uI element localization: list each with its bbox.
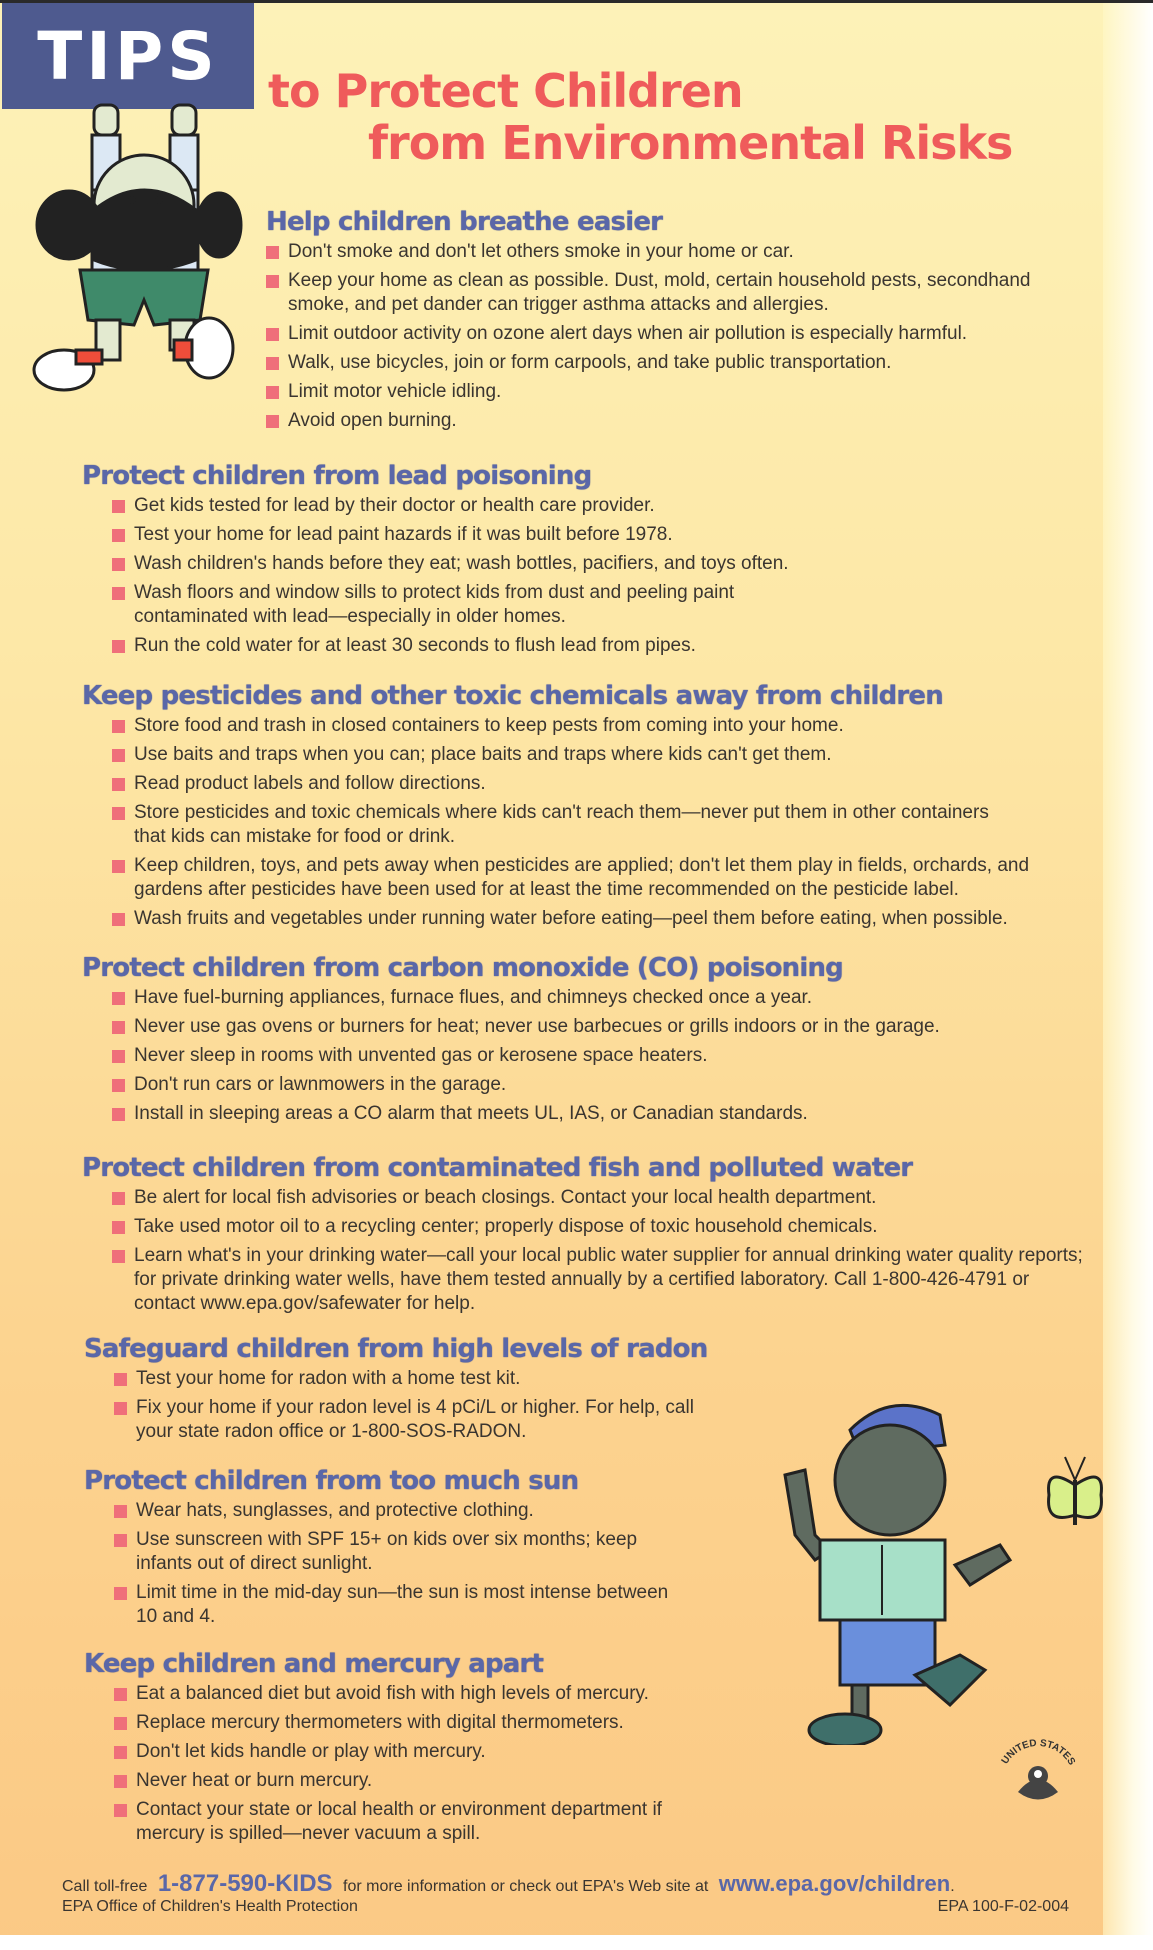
bullet-icon <box>112 860 125 873</box>
tip-list <box>266 240 1066 433</box>
tip-item: Don't run cars or lawnmowers in the garage. <box>112 1073 1082 1097</box>
bullet-icon <box>112 778 125 791</box>
bullet-icon <box>266 415 279 428</box>
section-heading: Protect children from lead poisoning <box>82 461 592 491</box>
page-title-line2: from Environmental Risks <box>368 116 1013 170</box>
tip-item: Never heat or burn mercury. <box>114 1769 784 1793</box>
section-mercury <box>84 1648 784 1851</box>
footer-office: EPA Office of Children's Health Protection <box>62 1898 358 1915</box>
tip-item: Be alert for local fish advisories or beach closings. Contact your local health department. <box>112 1186 1082 1210</box>
tip-item: Contact your state or local health or environment department if mercury is spilled—never vacuum a spill. <box>114 1798 676 1846</box>
tip-item: Limit motor vehicle idling. <box>266 380 1066 404</box>
section-heading: Keep pesticides and other toxic chemicals away from children <box>82 681 943 711</box>
section-breathe <box>266 206 1066 438</box>
bullet-icon <box>266 275 279 288</box>
bullet-icon <box>114 1587 127 1600</box>
tip-item: Store food and trash in closed containers to keep pests from coming into your home. <box>112 714 1082 738</box>
bullet-icon <box>112 1221 125 1234</box>
tip-list <box>114 1682 784 1846</box>
bullet-icon <box>112 720 125 733</box>
bullet-icon <box>266 357 279 370</box>
bullet-icon <box>114 1688 127 1701</box>
bullet-icon <box>112 992 125 1005</box>
page-edge <box>1103 0 1153 1950</box>
page-title-line1: to Protect Children <box>268 64 743 118</box>
document-code: EPA 100-F-02-004 <box>937 1898 1069 1915</box>
tip-item: Replace mercury thermometers with digital thermometers. <box>114 1711 784 1735</box>
bullet-icon <box>112 558 125 571</box>
bullet-icon <box>114 1402 127 1415</box>
tip-item: Wash children's hands before they eat; wash bottles, pacifiers, and toys often. <box>112 552 862 576</box>
bullet-icon <box>114 1505 127 1518</box>
bullet-icon <box>112 1050 125 1063</box>
bullet-icon <box>112 1108 125 1121</box>
bullet-icon <box>112 913 125 926</box>
tip-item: Walk, use bicycles, join or form carpools, and take public transportation. <box>266 351 1066 375</box>
tip-item: Limit outdoor activity on ozone alert days when air pollution is especially harmful. <box>266 322 1066 346</box>
tip-item: Keep your home as clean as possible. Dust, mold, certain household pests, secondhand smoke, and pet dander can trigger asthma attacks and allergies. <box>266 269 1066 317</box>
tip-item: Avoid open burning. <box>266 409 1066 433</box>
bullet-icon <box>112 587 125 600</box>
tip-item: Take used motor oil to a recycling center; properly dispose of toxic household chemicals. <box>112 1215 1082 1239</box>
section-heading: Protect children from contaminated fish and polluted water <box>82 1153 913 1183</box>
tip-item: Learn what's in your drinking water—call your local public water supplier for annual drinking water quality reports; for private drinking water wells, have them tested annually by a certified laboratory. Call 1-800-426-4791 or contact www.epa.gov/safewater for help. <box>112 1244 1084 1316</box>
svg-text:UNITED STATES <box>1000 1738 1078 1768</box>
hanging-girl-illustration <box>14 100 244 400</box>
section-heading: Protect children from carbon monoxide (CO) poisoning <box>82 953 843 983</box>
tip-item: Store pesticides and toxic chemicals where kids can't reach them—never put them in other containers that kids can mistake for food or drink. <box>112 801 1014 849</box>
bullet-icon <box>112 807 125 820</box>
section-heading: Keep children and mercury apart <box>84 1649 544 1679</box>
bullet-icon <box>266 328 279 341</box>
bullet-icon <box>114 1775 127 1788</box>
bullet-icon <box>112 1192 125 1205</box>
tip-list <box>112 1186 1082 1316</box>
tip-item: Use sunscreen with SPF 15+ on kids over six months; keep infants out of direct sunlight. <box>114 1528 696 1576</box>
section-radon <box>84 1333 784 1449</box>
section-heading: Safeguard children from high levels of radon <box>84 1334 708 1364</box>
epa-children-link[interactable]: www.epa.gov/children <box>718 1871 951 1896</box>
tip-list <box>112 714 1082 931</box>
butterfly-icon <box>1045 1455 1105 1545</box>
tip-item: Limit time in the mid-day sun—the sun is most intense between 10 and 4. <box>114 1581 676 1629</box>
bullet-icon <box>112 749 125 762</box>
bullet-icon <box>114 1373 127 1386</box>
bullet-icon <box>114 1746 127 1759</box>
bullet-icon <box>114 1804 127 1817</box>
tip-item: Run the cold water for at least 30 seconds to flush lead from pipes. <box>112 634 862 658</box>
tip-list <box>112 986 1082 1126</box>
bullet-icon <box>112 529 125 542</box>
tip-item: Use baits and traps when you can; place baits and traps where kids can't get them. <box>112 743 1082 767</box>
tip-item: Never sleep in rooms with unvented gas or kerosene space heaters. <box>112 1044 1082 1068</box>
section-sun <box>84 1465 784 1634</box>
tips-banner <box>2 3 254 109</box>
toll-free-number[interactable]: 1-877-590-KIDS <box>157 1870 333 1897</box>
epa-seal-logo <box>988 1732 1088 1832</box>
tip-item: Eat a balanced diet but avoid fish with high levels of mercury. <box>114 1682 784 1706</box>
footer-contact: Call toll-free 1-877-590-KIDS for more information or check out EPA's Web site at www.epa.gov/children. <box>62 1870 955 1897</box>
tip-item: Have fuel-burning appliances, furnace flues, and chimneys checked once a year. <box>112 986 1082 1010</box>
tips-label: TIPS <box>37 17 219 95</box>
tip-item: Keep children, toys, and pets away when pesticides are applied; don't let them play in fields, orchards, and gardens after pesticides have been used for at least the time recommended on the pesticide label. <box>112 854 1094 902</box>
section-heading: Protect children from too much sun <box>84 1466 579 1496</box>
tip-item: Test your home for lead paint hazards if it was built before 1978. <box>112 523 862 547</box>
tip-list <box>114 1499 784 1629</box>
bullet-icon <box>112 640 125 653</box>
bullet-icon <box>112 1021 125 1034</box>
bottom-margin <box>0 1935 1153 1950</box>
bullet-icon <box>114 1534 127 1547</box>
tip-item: Wash fruits and vegetables under running water before eating—peel them before eating, when possible. <box>112 907 1082 931</box>
bullet-icon <box>112 1079 125 1092</box>
bullet-icon <box>266 386 279 399</box>
tip-item: Get kids tested for lead by their doctor or health care provider. <box>112 494 862 518</box>
tip-item: Install in sleeping areas a CO alarm that meets UL, IAS, or Canadian standards. <box>112 1102 1082 1126</box>
section-carbon-monoxide <box>82 952 1082 1131</box>
section-fish-water <box>82 1152 1082 1321</box>
tip-item: Don't smoke and don't let others smoke in your home or car. <box>266 240 1066 264</box>
tip-item: Don't let kids handle or play with mercury. <box>114 1740 784 1764</box>
bullet-icon <box>112 1250 125 1263</box>
tip-item: Test your home for radon with a home test kit. <box>114 1367 784 1391</box>
bullet-icon <box>112 500 125 513</box>
section-pesticides <box>82 680 1082 936</box>
tip-list <box>114 1367 784 1444</box>
tip-item: Wear hats, sunglasses, and protective clothing. <box>114 1499 784 1523</box>
section-heading: Help children breathe easier <box>266 207 663 237</box>
tip-list <box>112 494 862 658</box>
waving-boy-illustration <box>770 1385 1020 1745</box>
bullet-icon <box>114 1717 127 1730</box>
tip-item: Wash floors and window sills to protect kids from dust and peeling paint contaminated with lead—especially in older homes. <box>112 581 814 629</box>
seal-text: UNITED STATES <box>999 1737 1078 1768</box>
bullet-icon <box>266 246 279 259</box>
tip-item: Read product labels and follow directions. <box>112 772 1082 796</box>
tip-item: Never use gas ovens or burners for heat; never use barbecues or grills indoors or in the garage. <box>112 1015 1082 1039</box>
section-lead <box>82 460 862 663</box>
tip-item: Fix your home if your radon level is 4 pCi/L or higher. For help, call your state radon office or 1-800-SOS-RADON. <box>114 1396 736 1444</box>
